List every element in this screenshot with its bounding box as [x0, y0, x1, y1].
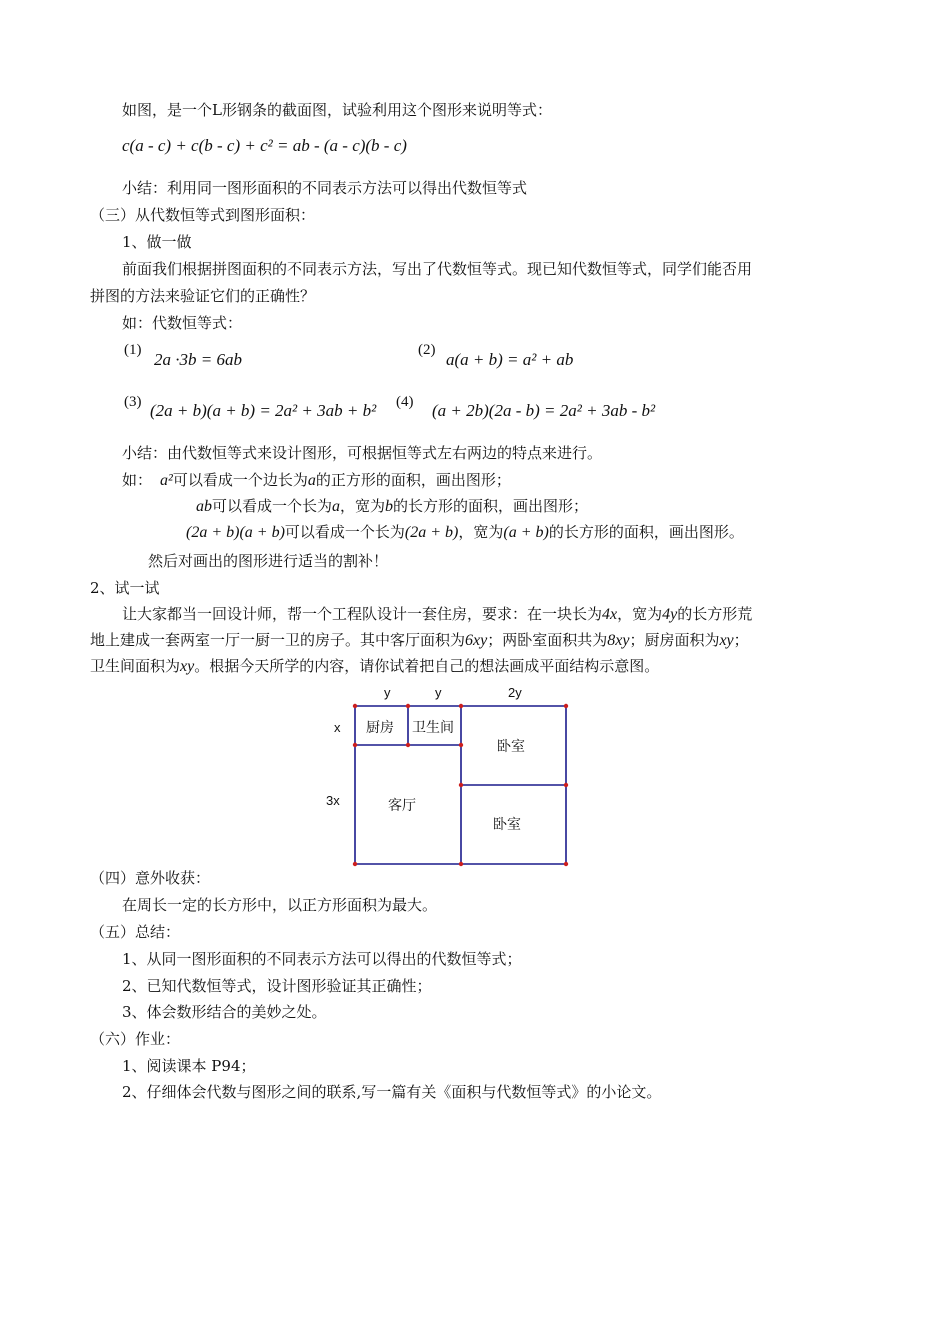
closing-remark: 然后对画出的图形进行适当的割补！ [148, 552, 389, 570]
example-3-text1: 可以看成一个长为 [284, 523, 405, 541]
identity-4-number: (4) [396, 394, 414, 410]
summary-2: 小结：由代数恒等式来设计图形，可根据恒等式左右两边的特点来进行。 [122, 444, 603, 462]
example-3 [186, 522, 744, 543]
identity-3-expr: (2a + b)(a + b) = 2a² + 3ab + b² [150, 401, 377, 420]
section-4-heading: （四）意外收获： [90, 869, 211, 887]
vertex [564, 783, 568, 787]
try-line-2-v1: 6xy [465, 632, 488, 649]
homework-item-2: 2、仔细体会代数与图形之间的联系,写一篇有关《面积与代数恒等式》的小论文。 [122, 1083, 662, 1101]
try-line-2-v3: xy [719, 632, 734, 649]
vertex [406, 743, 410, 747]
try-line-1-c: 的长方形荒 [677, 605, 753, 623]
try-line-2-b: ；两卧室面积共为 [487, 631, 608, 649]
room-living: 客厅 [388, 798, 416, 814]
summary-item-2: 2、已知代数恒等式，设计图形验证其正确性； [122, 977, 432, 995]
section-3-para-line1: 前面我们根据拼图面积的不同表示方法，写出了代数恒等式。现已知代数恒等式，同学们能否用 [122, 260, 753, 278]
example-1-math: a² [160, 472, 173, 489]
vertex [459, 704, 463, 708]
section-3-para-line2: 拼图的方法来验证它们的正确性？ [90, 287, 316, 305]
try-line-1-b: ，宽为 [617, 605, 663, 623]
vertex [353, 743, 357, 747]
summary-1: 小结：利用同一图形面积的不同表示方法可以得出代数恒等式 [122, 179, 528, 197]
section-3-sub1: 1、做一做 [122, 233, 192, 251]
summary-item-3: 3、体会数形结合的美妙之处。 [122, 1003, 327, 1021]
room-bedroom-top: 卧室 [497, 739, 525, 755]
example-3-text3: 的长方形的面积，画出图形。 [548, 523, 744, 541]
vertex [459, 862, 463, 866]
example-2-text2: ，宽为 [340, 497, 386, 515]
example-1-text1: 可以看成一个边长为 [172, 471, 308, 489]
vertex [564, 862, 568, 866]
try-line-2-c: ；厨房面积为 [629, 631, 720, 649]
homework-item-1: 1、阅读课本 P94； [122, 1057, 256, 1075]
try-line-1-a: 让大家都当一回设计师，帮一个工程队设计一套住房，要求：在一块长为 [122, 605, 603, 623]
try-line-2-d: ； [733, 631, 749, 649]
identity-1-expr: 2a ·3b = 6ab [154, 350, 242, 369]
example-2-text1: 可以看成一个长为 [212, 497, 333, 515]
vertex [353, 704, 357, 708]
try-line-3-a: 卫生间面积为 [90, 657, 181, 675]
room-bathroom: 卫生间 [412, 720, 454, 736]
example-2-math: ab [196, 498, 212, 515]
summary-item-1: 1、从同一图形面积的不同表示方法可以得出的代数恒等式； [122, 950, 522, 968]
try-line-1-v2: 4y [662, 606, 678, 623]
example-3-math: (2a + b)(a + b) [186, 524, 285, 541]
intro-equation: c(a - c) + c(b - c) + c² = ab - (a - c)(b - c) [122, 136, 407, 155]
vertex [459, 743, 463, 747]
dimension-label-top-2: y [435, 685, 442, 700]
example-1-var: a [307, 472, 316, 489]
section-5-heading: （五）总结： [90, 923, 181, 941]
room-bedroom-bottom: 卧室 [493, 817, 521, 833]
identity-1-number: (1) [124, 342, 142, 358]
vertex [353, 862, 357, 866]
try-line-2-v2: 8xy [607, 632, 630, 649]
try-line-2 [90, 630, 749, 651]
example-1-prefix: 如： [122, 471, 153, 489]
try-heading: 2、试一试 [90, 579, 160, 597]
example-3-text2: ，宽为 [458, 523, 504, 541]
identity-3-number: (3) [124, 394, 142, 410]
example-3-var2: (a + b) [503, 524, 549, 541]
dimension-label-top-3: 2y [508, 685, 522, 700]
section-3-heading: （三）从代数恒等式到图形面积： [90, 206, 316, 224]
example-2 [196, 496, 588, 517]
dimension-label-side-1: x [334, 720, 341, 735]
example-2-var1: a [332, 498, 341, 515]
section-6-heading: （六）作业： [90, 1030, 181, 1048]
example-2-text3: 的长方形的面积，画出图形； [393, 497, 589, 515]
vertex [564, 704, 568, 708]
identity-2-number: (2) [418, 342, 436, 358]
vertex [459, 783, 463, 787]
try-line-3-v1: xy [180, 658, 195, 675]
try-line-2-a: 地上建成一套两室一厅一厨一卫的房子。其中客厅面积为 [90, 631, 466, 649]
example-1 [122, 470, 511, 491]
intro-text: 如图，是一个L形钢条的截面图，试验利用这个图形来说明等式： [122, 101, 552, 119]
section-4-text: 在周长一定的长方形中，以正方形面积为最大。 [122, 896, 438, 914]
floor-plan-diagram [320, 680, 580, 875]
dimension-label-top-1: y [384, 685, 391, 700]
example-2-var2: b [385, 498, 394, 515]
try-line-3 [90, 656, 659, 677]
example-intro: 如：代数恒等式： [122, 314, 243, 332]
room-kitchen: 厨房 [366, 720, 394, 736]
identity-4-expr: (a + 2b)(2a - b) = 2a² + 3ab - b² [432, 401, 656, 420]
example-1-text2: 的正方形的面积，画出图形； [315, 471, 511, 489]
try-line-1-v1: 4x [602, 606, 618, 623]
try-line-3-b: 。根据今天所学的内容，请你试着把自己的想法画成平面结构示意图。 [194, 657, 660, 675]
try-line-1 [122, 604, 752, 625]
example-3-var1: (2a + b) [404, 524, 459, 541]
dimension-label-side-2: 3x [326, 793, 340, 808]
vertex [406, 704, 410, 708]
identity-2-expr: a(a + b) = a² + ab [446, 350, 574, 369]
